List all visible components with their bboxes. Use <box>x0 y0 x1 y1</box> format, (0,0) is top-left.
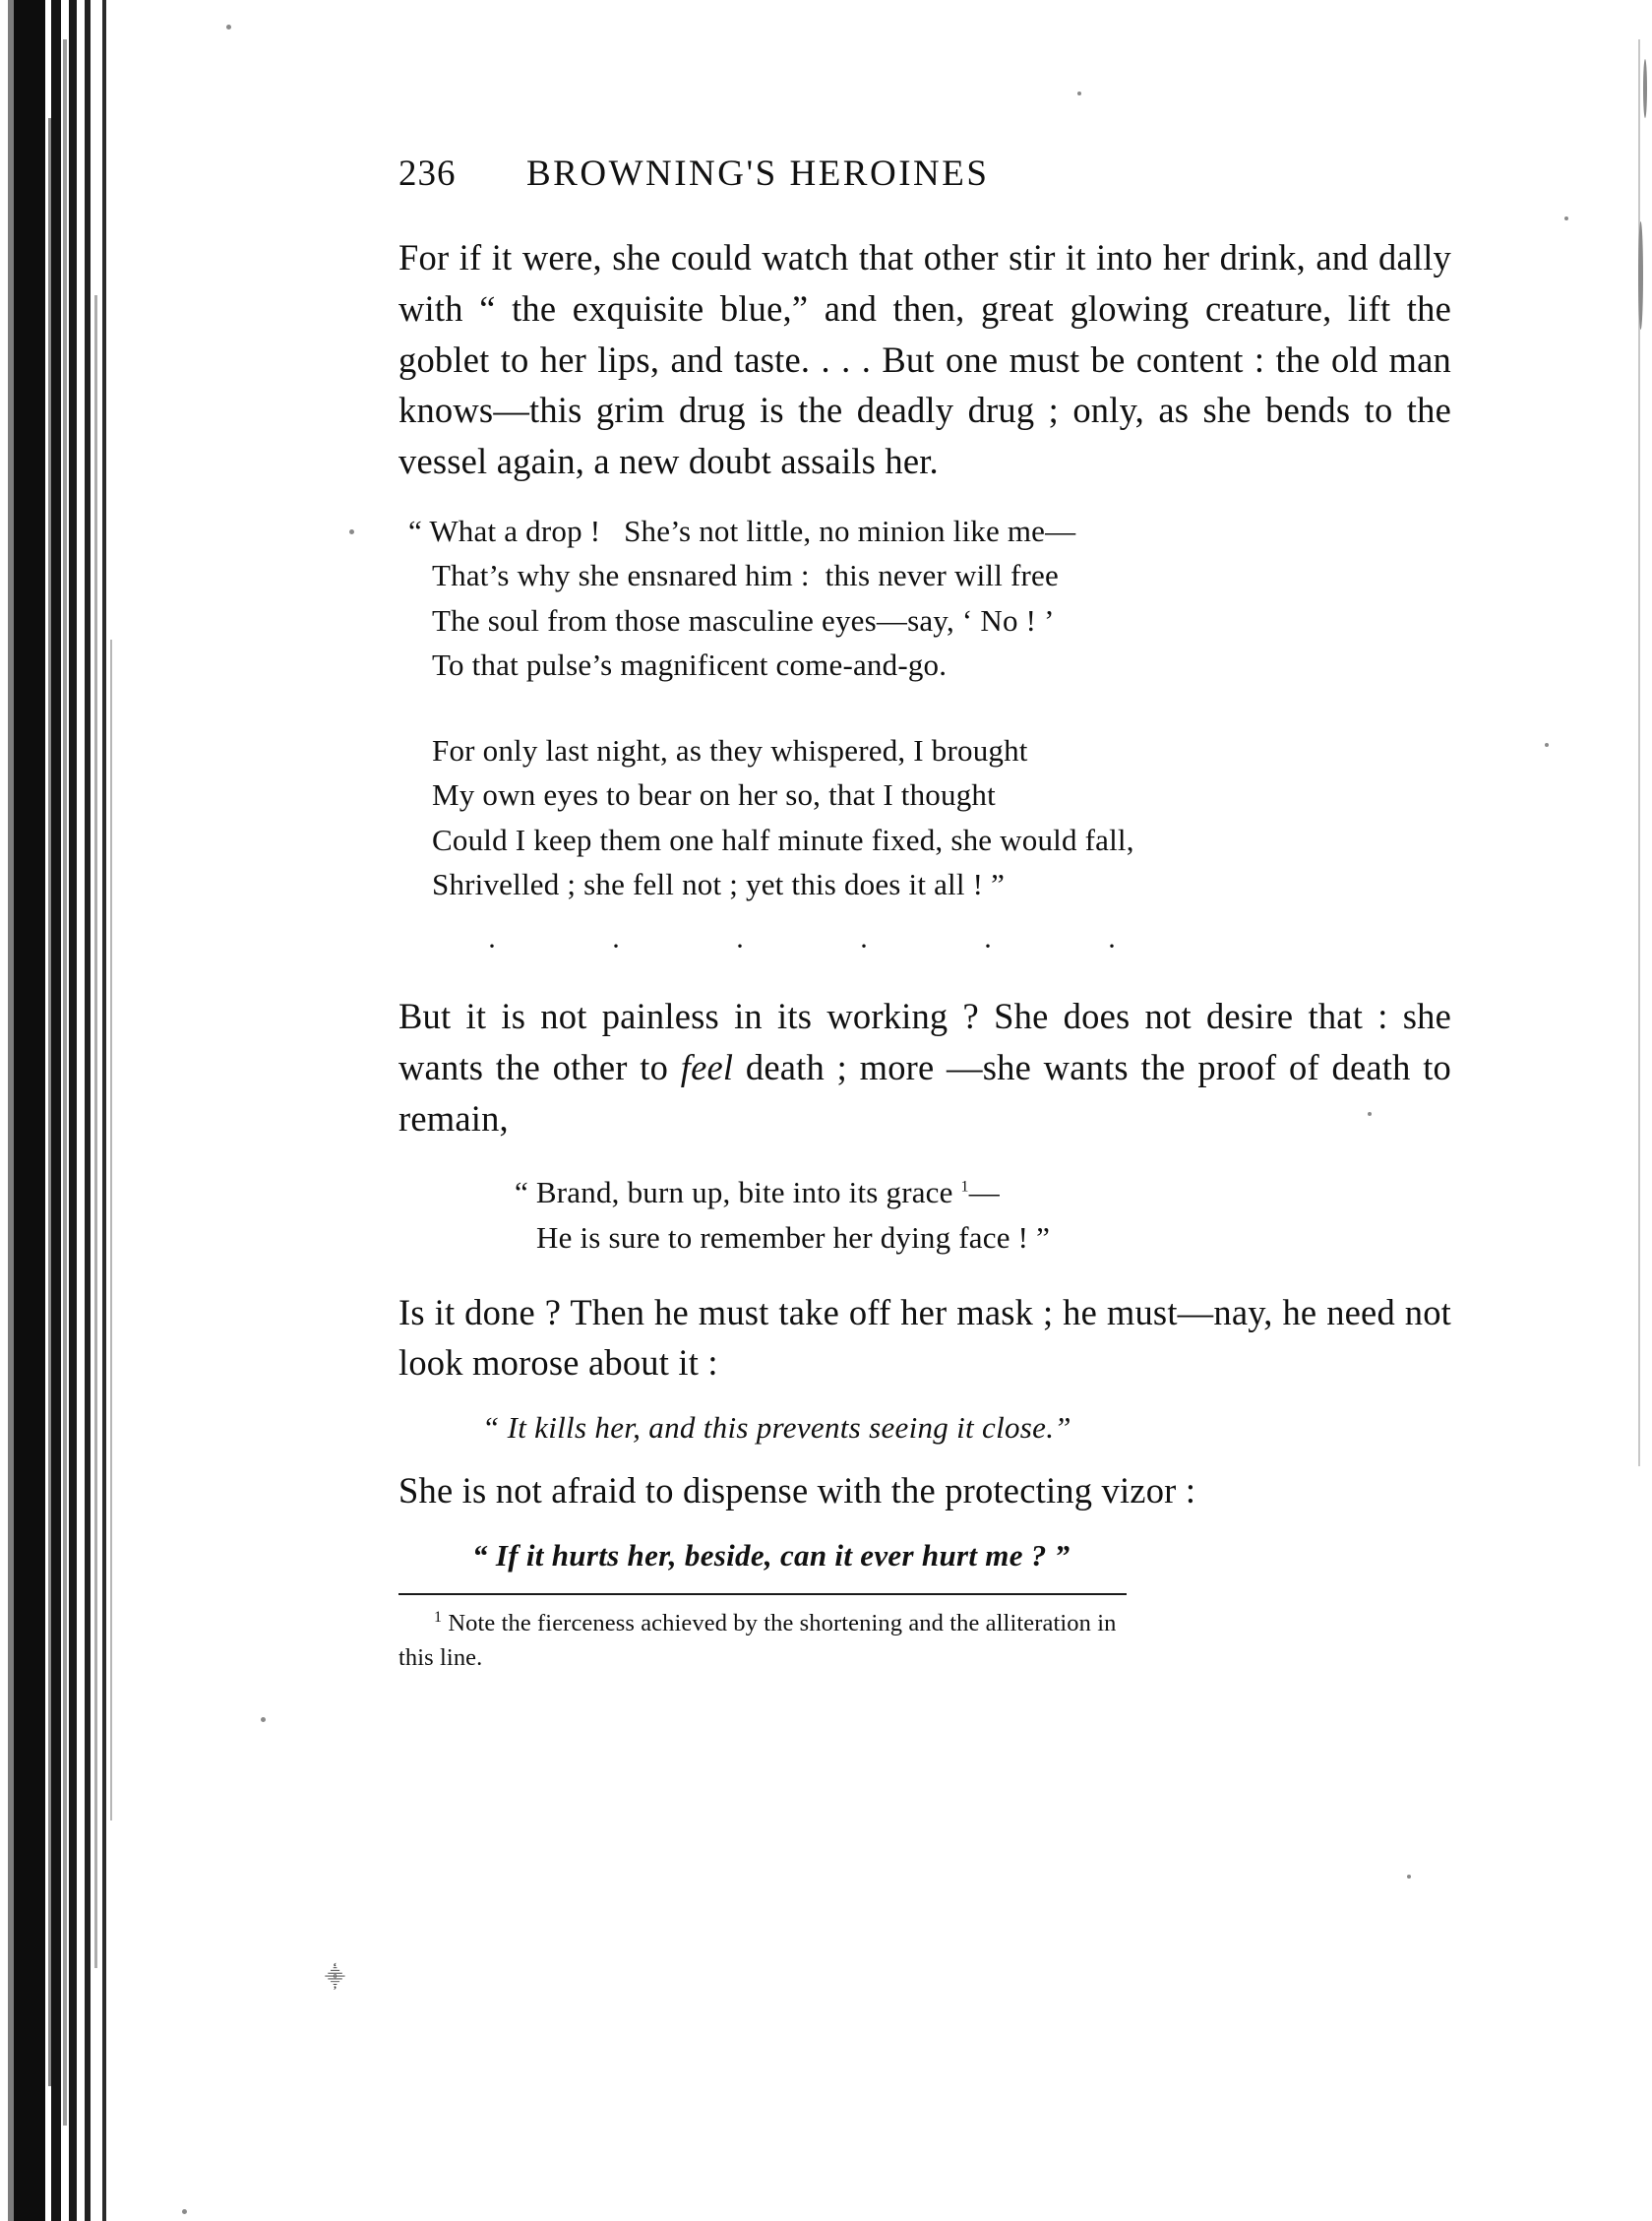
ink-speck <box>1638 221 1643 330</box>
scan-gutter-artifact <box>0 0 118 2221</box>
ink-speck <box>1407 1875 1411 1879</box>
paragraph-3: Is it done ? Then he must take off her mask ; he must—nay, he need not look morose about it : <box>398 1291 1451 1384</box>
ink-speck <box>1545 743 1549 747</box>
footnote-text-line-1: Note the fierceness achieved by the shortening and the alliteration in <box>442 1610 1117 1637</box>
ink-speck <box>1643 59 1647 118</box>
verse-line: That’s why she ensnared him : this never will free <box>432 558 1059 593</box>
verse-quote-5: “ If it hurts her, beside, can it ever hurt me ? ” <box>472 1538 1071 1573</box>
verse-line: He is sure to remember her dying face ! ” <box>536 1220 1051 1256</box>
verse-line: “ What a drop ! She’s not little, no minion like me— <box>408 514 1076 549</box>
verse-line: Shrivelled ; she fell not ; yet this does it all ! ” <box>432 866 1006 901</box>
ink-speck <box>349 529 354 534</box>
paragraph-2 <box>398 991 1451 1143</box>
paragraph-2-part-2: death ; more —she wants the proof of death to remain, <box>398 1046 1451 1139</box>
footnote <box>398 1607 1132 1675</box>
emphasis-feel: feel <box>680 1046 734 1087</box>
ink-speck <box>226 25 231 30</box>
verse-line: The soul from those masculine eyes—say, ‘ No ! ’ <box>432 602 1055 638</box>
page-number: 236 <box>398 154 457 194</box>
paragraph-2-part-1: But it is not painless in its working ? She does not desire that : she wants the other to <box>398 996 1451 1087</box>
paragraph-4: She is not afraid to dispense with the protecting vizor : <box>398 1470 1196 1512</box>
running-head <box>398 153 1451 195</box>
verse-line: To that pulse’s magnificent come-and-go. <box>432 647 948 682</box>
verse-quote-2 <box>398 728 1451 906</box>
verse-line-text: “ Brand, burn up, bite into its grace <box>515 1174 961 1209</box>
break-dot: · <box>983 930 993 963</box>
footnote-text-line-2: this line. <box>398 1643 483 1671</box>
break-dot: · <box>611 930 621 963</box>
verse-quote-4: “ It kills her, and this prevents seeing it close.” <box>482 1410 1071 1446</box>
ink-speck <box>261 1717 266 1722</box>
break-dot: · <box>859 930 869 963</box>
verse-line: For only last night, as they whispered, I brought <box>432 733 1028 769</box>
verse-quote-1 <box>398 509 1451 687</box>
ink-speck <box>1564 216 1568 220</box>
verse-line <box>515 1170 1451 1216</box>
verse-line: Could I keep them one half minute fixed, she would fall, <box>432 822 1134 857</box>
running-title: BROWNING'S HEROINES <box>526 154 990 194</box>
footnote-marker-inline: 1 <box>960 1178 969 1196</box>
section-break-dots <box>487 932 1117 961</box>
footnote-marker <box>398 1610 442 1636</box>
break-dot: · <box>735 930 745 963</box>
paragraph-1: For if it were, she could watch that other stir it into her drink, and dally with “ the exquisite blue,” and then, great glowing creature, lift the goblet to her lips, and taste. . . . But one must be content : the old man knows—this grim drug is the deadly drug ; only, as she bends to the vessel again, a new doubt assails her. <box>398 237 1451 482</box>
ink-speck <box>182 2209 187 2214</box>
break-dot: · <box>487 930 497 963</box>
verse-quote-3 <box>398 1170 1451 1262</box>
verse-line: My own eyes to bear on her so, that I thought <box>432 777 996 813</box>
footnote-marker-sup: 1 <box>434 1609 443 1627</box>
signature-mark: ⸎ <box>325 1967 345 1989</box>
ink-speck <box>1077 92 1081 95</box>
break-dot: · <box>1107 930 1117 963</box>
footnote-rule <box>398 1593 1127 1595</box>
page-content <box>398 153 1451 1675</box>
verse-line-dash: — <box>968 1174 1000 1209</box>
